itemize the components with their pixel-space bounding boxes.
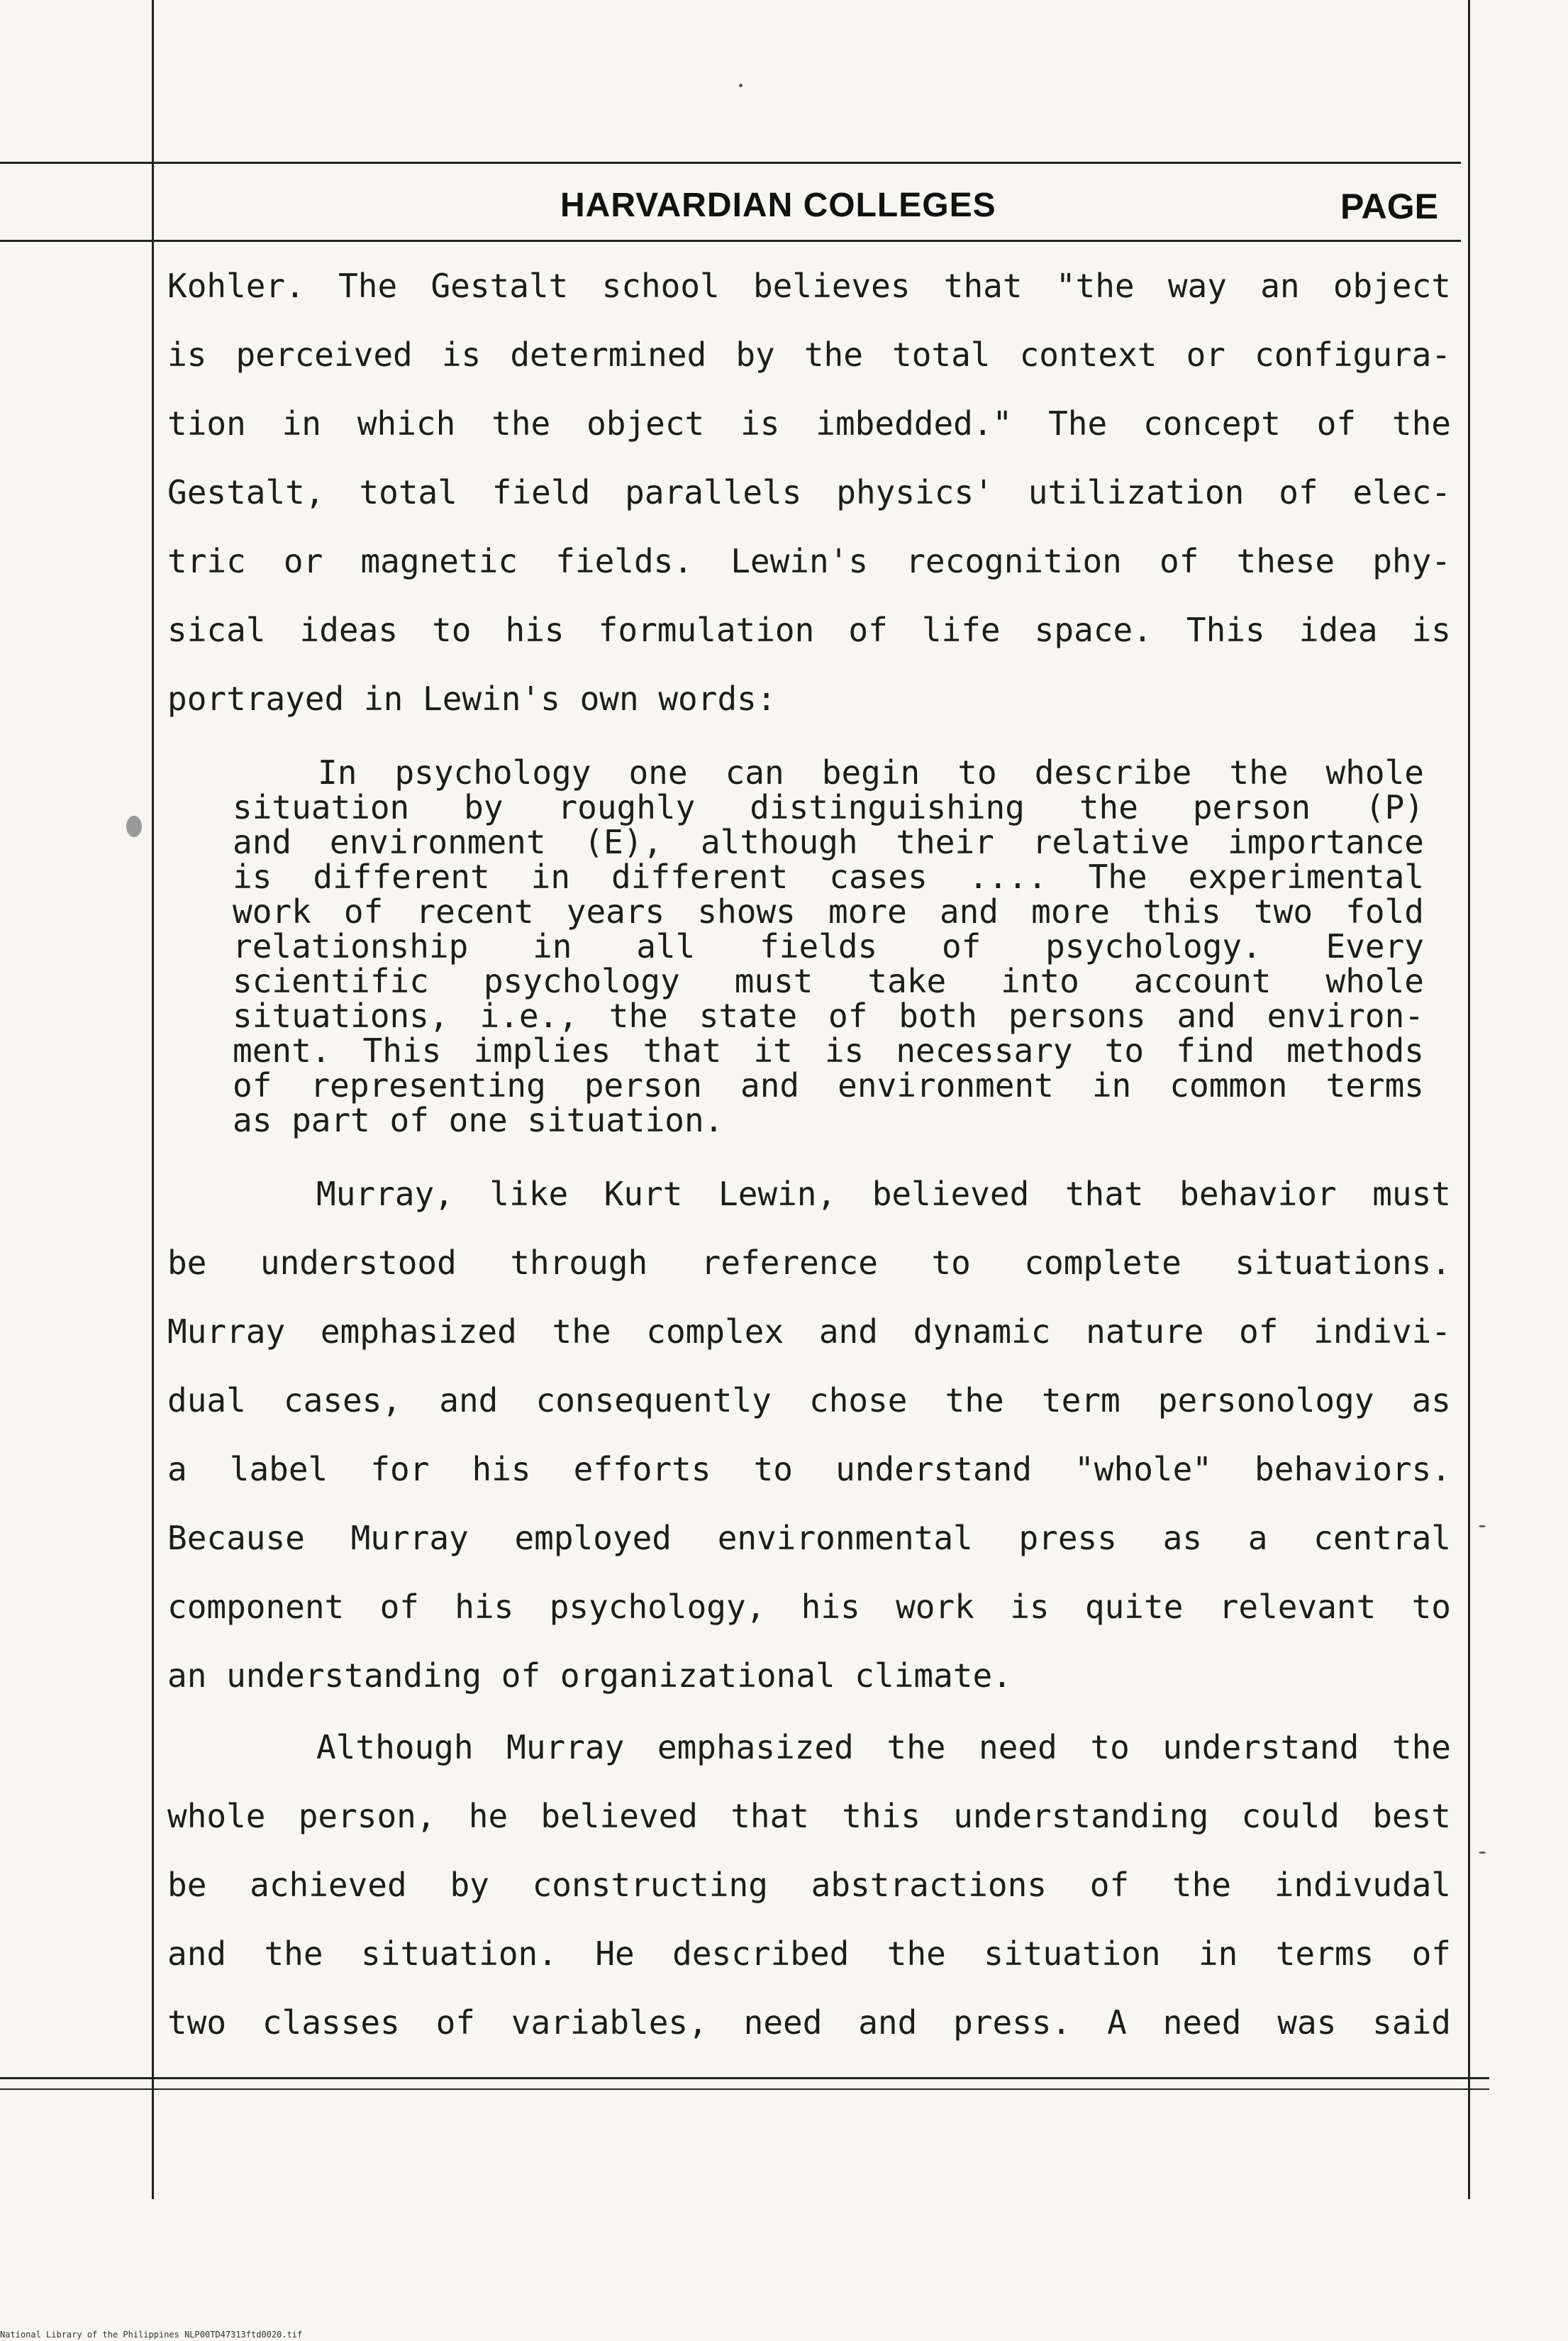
quote-line: and environment (E), although their relative importance (233, 823, 1424, 861)
header-rule (0, 240, 1461, 242)
scan-speck (1479, 1852, 1486, 1854)
text-line: two classes of variables, need and press. A need was said (167, 2003, 1451, 2042)
text-line: tric or magnetic fields. Lewin's recognition of these phy- (167, 542, 1451, 580)
quote-line: scientific psychology must take into account whole (233, 962, 1424, 1000)
quote-line: ment. This implies that it is necessary to find methods (233, 1031, 1424, 1070)
text-line: Murray emphasized the complex and dynamic nature of indivi- (167, 1312, 1451, 1351)
scan-caption: National Library of the Philippines NLP00TD47313ftd0020.tif (0, 2330, 303, 2340)
quote-line: work of recent years shows more and more this two fold (233, 892, 1424, 931)
right-margin-rule (1468, 0, 1470, 2199)
quote-line: relationship in all fields of psychology. Every (233, 927, 1424, 965)
text-line: an understanding of organizational climate. (167, 1656, 1012, 1695)
text-line: Gestalt, total field parallels physics' utilization of elec- (167, 473, 1451, 511)
header-page-label: PAGE (1340, 187, 1438, 226)
text-line: whole person, he believed that this understanding could best (167, 1797, 1451, 1835)
bottom-rule-2 (0, 2088, 1489, 2090)
text-line: Kohler. The Gestalt school believes that "the way an object (167, 267, 1451, 305)
text-line: is perceived is determined by the total context or configura- (167, 336, 1451, 374)
text-line: Although Murray emphasized the need to understand the (316, 1728, 1451, 1766)
left-margin-rule (152, 0, 154, 2199)
header-title: HARVARDIAN COLLEGES (560, 187, 996, 224)
text-line: portrayed in Lewin's own words: (167, 680, 777, 718)
text-line: component of his psychology, his work is quite relevant to (167, 1588, 1451, 1626)
text-line: Because Murray employed environmental press as a central (167, 1519, 1451, 1557)
text-line: and the situation. He described the situation in terms of (167, 1935, 1451, 1973)
text-line: sical ideas to his formulation of life space. This idea is (167, 611, 1451, 649)
bottom-rule (0, 2077, 1489, 2079)
scan-speck (1479, 1525, 1486, 1527)
text-line: be achieved by constructing abstractions of the indivudal (167, 1866, 1451, 1904)
quote-line: is different in different cases .... The experimental (233, 858, 1424, 896)
quote-line: In psychology one can begin to describe the whole (318, 753, 1424, 792)
quote-line: of representing person and environment in common terms (233, 1066, 1424, 1105)
text-line: be understood through reference to complete situations. (167, 1244, 1451, 1282)
quote-line: situations, i.e., the state of both persons and environ- (233, 997, 1424, 1035)
scan-speck (126, 816, 142, 837)
text-line: a label for his efforts to understand "whole" behaviors. (167, 1450, 1451, 1488)
text-line: dual cases, and consequently chose the term personology as (167, 1381, 1451, 1419)
scan-speck (739, 84, 743, 87)
text-line: tion in which the object is imbedded." The concept of the (167, 404, 1451, 443)
top-rule (0, 162, 1461, 164)
quote-line: as part of one situation. (233, 1101, 724, 1139)
text-line: Murray, like Kurt Lewin, believed that behavior must (316, 1175, 1451, 1213)
quote-line: situation by roughly distinguishing the person (P) (233, 788, 1424, 826)
